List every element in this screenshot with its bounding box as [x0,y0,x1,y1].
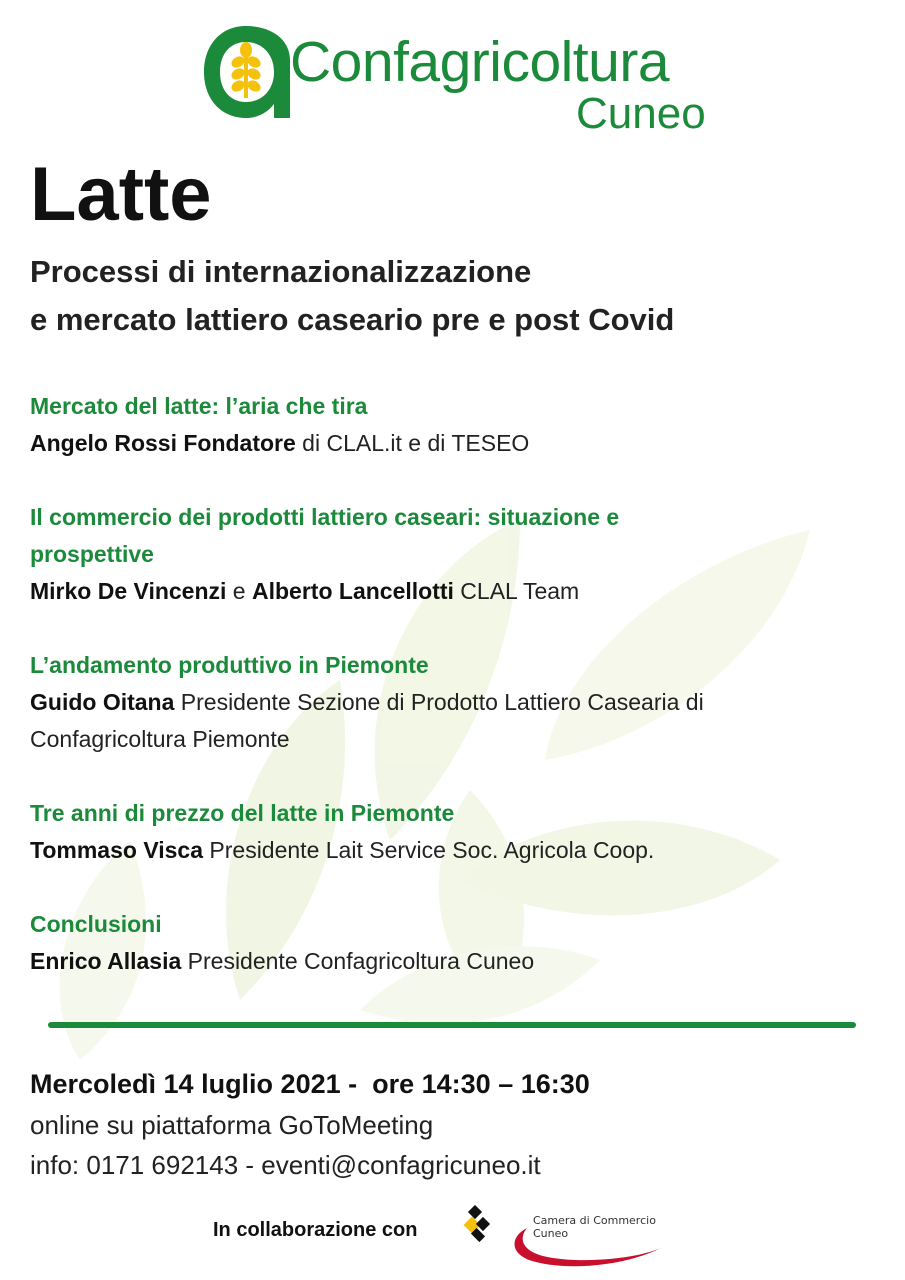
wheat-icon [200,20,292,124]
speaker-role: Presidente Lait Service Soc. Agricola Coop. [203,837,655,863]
topic-speaker [30,425,880,462]
topic-title: L’andamento produttivo in Piemonte [30,652,429,678]
speaker-role: Presidente Sezione di Prodotto Lattiero Casearia di [174,689,704,715]
event-platform: online su piattaforma GoToMeeting [30,1110,434,1140]
speaker-role: di CLAL.it e di TESEO [295,430,530,456]
brand-name: Confagricoltura [290,30,670,94]
topic-3 [30,647,880,758]
speaker-name: Guido Oitana [30,689,175,715]
topic-speaker [30,832,880,869]
event-info: info: 0171 692143 - eventi@confagricuneo.it [30,1150,541,1180]
speaker-role: CLAL Team [453,578,580,604]
speaker-name: Angelo Rossi Fondatore [30,430,296,456]
speaker-name: Mirko De Vincenzi [30,578,227,604]
page-subtitle [30,248,890,344]
speaker-name: Tommaso Visca [30,837,204,863]
topic-title: Conclusioni [30,911,162,937]
speaker-name: Alberto Lancellotti [252,578,454,604]
speaker-name: Enrico Allasia [30,948,182,974]
topic-speaker [30,684,880,721]
brand-logo [200,20,720,138]
topic-4 [30,795,880,869]
speaker-role: Presidente Confagricoltura Cuneo [181,948,535,974]
chamber-of-commerce-logo [505,1208,665,1268]
collaboration-label: In collaborazione con [213,1219,418,1241]
topic-title: Il commercio dei prodotti lattiero caseari: situazione e [30,504,620,530]
swoosh-icon [505,1222,665,1268]
topic-speaker-cont: Confagricoltura Piemonte [30,726,290,752]
topic-speaker [30,943,880,980]
topic-5 [30,906,880,980]
topic-title: Mercato del latte: l’aria che tira [30,393,368,419]
brand-sub: Cuneo [576,89,706,138]
topic-title-cont: prospettive [30,541,154,567]
subtitle-line-1: Processi di internazionalizzazione [30,254,532,289]
partner-logo-icon [462,1205,496,1245]
topic-title: Tre anni di prezzo del latte in Piemonte [30,800,455,826]
event-date-time: Mercoledì 14 luglio 2021 - ore 14:30 – 16:30 [30,1069,590,1099]
section-divider [48,1022,856,1028]
topic-speaker [30,573,880,610]
topic-2 [30,499,880,610]
topic-1 [30,388,880,462]
subtitle-line-2: e mercato lattiero caseario pre e post Covid [30,302,675,337]
chamber-name-line-1: Camera di Commercio [533,1214,656,1227]
page-title: Latte [30,152,212,237]
chamber-name-line-2: Cuneo [533,1227,569,1240]
speaker-joiner: e [226,578,252,604]
